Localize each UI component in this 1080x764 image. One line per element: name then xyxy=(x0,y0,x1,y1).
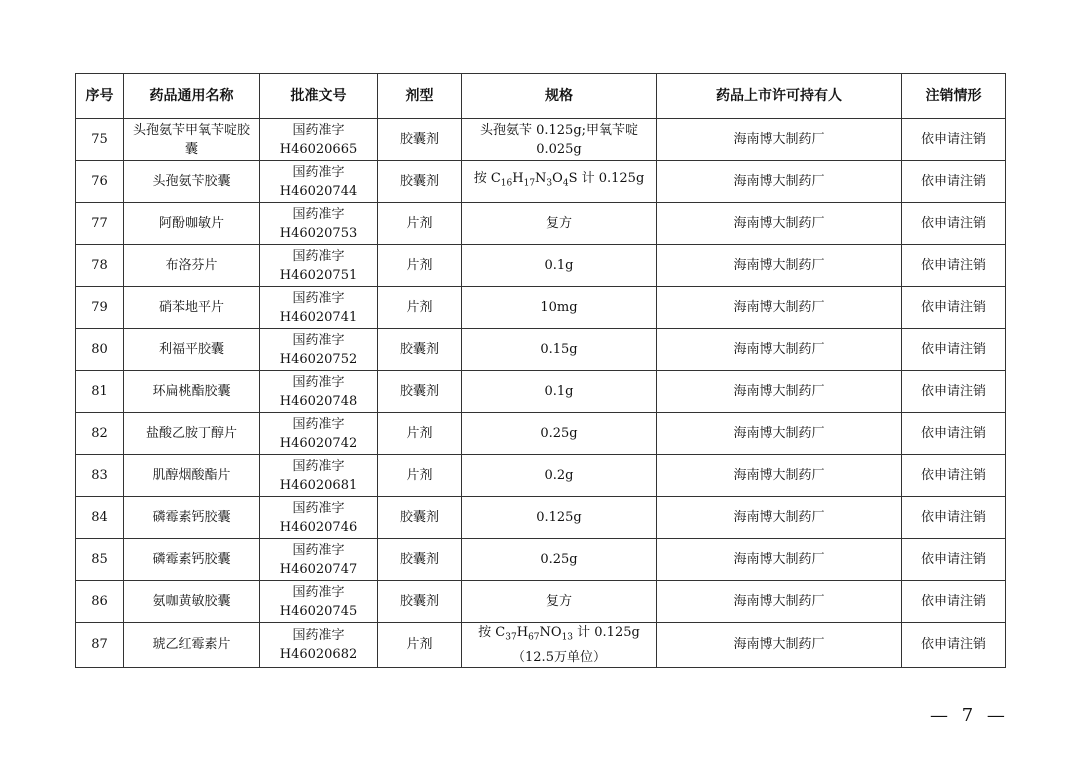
cell-form: 片剂 xyxy=(378,203,462,245)
approval-number: H46020744 xyxy=(279,183,358,199)
cell-approval xyxy=(260,455,378,497)
approval-number: H46020752 xyxy=(279,351,358,367)
cell-name: 肌醇烟酸酯片 xyxy=(124,455,260,497)
approval-number: H46020665 xyxy=(279,141,358,157)
cell-spec: 复方 xyxy=(462,581,657,623)
cell-spec: 按 $C_{37}H_{67}NO_{13}$ 计 0.125g（12.5万单位） xyxy=(462,623,657,668)
cell-holder: 海南博大制药厂 xyxy=(657,245,902,287)
approval-prefix: 国药准字 xyxy=(292,500,345,516)
cell-status: 依申请注销 xyxy=(902,119,1006,161)
table-row xyxy=(76,455,1006,497)
cell-status: 依申请注销 xyxy=(902,455,1006,497)
table-row xyxy=(76,623,1006,668)
table-row xyxy=(76,581,1006,623)
cell-name: 磷霉素钙胶囊 xyxy=(124,497,260,539)
cell-spec: 0.25g xyxy=(462,413,657,455)
table-row xyxy=(76,413,1006,455)
cell-status: 依申请注销 xyxy=(902,539,1006,581)
cell-name: 利福平胶囊 xyxy=(124,329,260,371)
page-number: — 7 — xyxy=(930,705,1009,726)
cell-approval xyxy=(260,245,378,287)
approval-number: H46020746 xyxy=(279,519,358,535)
approval-prefix: 国药准字 xyxy=(292,416,345,432)
approval-prefix: 国药准字 xyxy=(292,164,345,180)
cell-no: 80 xyxy=(76,329,124,371)
cell-no: 82 xyxy=(76,413,124,455)
cell-name: 磷霉素钙胶囊 xyxy=(124,539,260,581)
cell-holder: 海南博大制药厂 xyxy=(657,623,902,668)
cell-no: 87 xyxy=(76,623,124,668)
cell-no: 78 xyxy=(76,245,124,287)
cell-approval xyxy=(260,623,378,668)
approval-number: H46020741 xyxy=(279,309,358,325)
cell-approval xyxy=(260,287,378,329)
cell-spec: 按 $C_{16}H_{17}N_3O_4S$ 计 0.125g xyxy=(462,161,657,203)
cell-approval xyxy=(260,203,378,245)
cell-spec: 0.2g xyxy=(462,455,657,497)
cell-no: 84 xyxy=(76,497,124,539)
cell-approval xyxy=(260,581,378,623)
approval-prefix: 国药准字 xyxy=(292,332,345,348)
table-row xyxy=(76,245,1006,287)
cell-status: 依申请注销 xyxy=(902,581,1006,623)
approval-number: H46020753 xyxy=(279,225,358,241)
cell-status: 依申请注销 xyxy=(902,329,1006,371)
cell-form: 片剂 xyxy=(378,413,462,455)
cell-name: 氨咖黄敏胶囊 xyxy=(124,581,260,623)
approval-prefix: 国药准字 xyxy=(292,206,345,222)
table-row xyxy=(76,161,1006,203)
cell-status: 依申请注销 xyxy=(902,287,1006,329)
approval-number: H46020748 xyxy=(279,393,358,409)
cell-form: 片剂 xyxy=(378,245,462,287)
cell-spec: 0.25g xyxy=(462,539,657,581)
cell-holder: 海南博大制药厂 xyxy=(657,203,902,245)
header-approval: 批准文号 xyxy=(260,74,378,119)
cell-no: 85 xyxy=(76,539,124,581)
cell-name: 头孢氨苄胶囊 xyxy=(124,161,260,203)
approval-number: H46020745 xyxy=(279,603,358,619)
cell-status: 依申请注销 xyxy=(902,623,1006,668)
cell-approval xyxy=(260,119,378,161)
cell-holder: 海南博大制药厂 xyxy=(657,119,902,161)
cell-status: 依申请注销 xyxy=(902,497,1006,539)
header-status: 注销情形 xyxy=(902,74,1006,119)
cell-spec: 0.15g xyxy=(462,329,657,371)
cell-spec: 0.125g xyxy=(462,497,657,539)
drug-table xyxy=(75,73,1006,668)
cell-no: 75 xyxy=(76,119,124,161)
cell-name: 头孢氨苄甲氧苄啶胶囊 xyxy=(124,119,260,161)
cell-form: 胶囊剂 xyxy=(378,497,462,539)
approval-number: H46020751 xyxy=(279,267,358,283)
cell-no: 81 xyxy=(76,371,124,413)
approval-number: H46020681 xyxy=(279,477,358,493)
table-row xyxy=(76,329,1006,371)
table-row xyxy=(76,539,1006,581)
cell-holder: 海南博大制药厂 xyxy=(657,497,902,539)
approval-number: H46020682 xyxy=(279,646,358,662)
approval-number: H46020747 xyxy=(279,561,358,577)
cell-spec: 头孢氨苄 0.125g;甲氧苄啶 0.025g xyxy=(462,119,657,161)
cell-holder: 海南博大制药厂 xyxy=(657,161,902,203)
table-header-row xyxy=(76,74,1006,119)
approval-prefix: 国药准字 xyxy=(292,584,345,600)
table-row xyxy=(76,203,1006,245)
cell-form: 胶囊剂 xyxy=(378,539,462,581)
approval-prefix: 国药准字 xyxy=(292,627,345,643)
header-no: 序号 xyxy=(76,74,124,119)
cell-holder: 海南博大制药厂 xyxy=(657,413,902,455)
approval-prefix: 国药准字 xyxy=(292,542,345,558)
cell-holder: 海南博大制药厂 xyxy=(657,287,902,329)
cell-approval xyxy=(260,413,378,455)
cell-spec: 复方 xyxy=(462,203,657,245)
cell-name: 盐酸乙胺丁醇片 xyxy=(124,413,260,455)
table-row xyxy=(76,287,1006,329)
cell-approval xyxy=(260,329,378,371)
cell-holder: 海南博大制药厂 xyxy=(657,455,902,497)
cell-no: 79 xyxy=(76,287,124,329)
cell-form: 胶囊剂 xyxy=(378,371,462,413)
header-spec: 规格 xyxy=(462,74,657,119)
approval-prefix: 国药准字 xyxy=(292,374,345,390)
cell-status: 依申请注销 xyxy=(902,245,1006,287)
cell-name: 阿酚咖敏片 xyxy=(124,203,260,245)
cell-no: 86 xyxy=(76,581,124,623)
cell-holder: 海南博大制药厂 xyxy=(657,329,902,371)
cell-holder: 海南博大制药厂 xyxy=(657,371,902,413)
header-form: 剂型 xyxy=(378,74,462,119)
cell-form: 片剂 xyxy=(378,287,462,329)
cell-holder: 海南博大制药厂 xyxy=(657,581,902,623)
cell-approval xyxy=(260,371,378,413)
cell-approval xyxy=(260,161,378,203)
header-name: 药品通用名称 xyxy=(124,74,260,119)
cell-form: 胶囊剂 xyxy=(378,581,462,623)
cell-holder: 海南博大制药厂 xyxy=(657,539,902,581)
table-row xyxy=(76,371,1006,413)
cell-approval xyxy=(260,539,378,581)
header-holder: 药品上市许可持有人 xyxy=(657,74,902,119)
cell-name: 硝苯地平片 xyxy=(124,287,260,329)
cell-no: 77 xyxy=(76,203,124,245)
cell-no: 76 xyxy=(76,161,124,203)
cell-status: 依申请注销 xyxy=(902,161,1006,203)
cell-name: 琥乙红霉素片 xyxy=(124,623,260,668)
cell-name: 环扁桃酯胶囊 xyxy=(124,371,260,413)
cell-status: 依申请注销 xyxy=(902,203,1006,245)
cell-status: 依申请注销 xyxy=(902,371,1006,413)
cell-form: 片剂 xyxy=(378,455,462,497)
approval-prefix: 国药准字 xyxy=(292,458,345,474)
approval-prefix: 国药准字 xyxy=(292,122,345,138)
cell-spec: 0.1g xyxy=(462,245,657,287)
cell-form: 胶囊剂 xyxy=(378,119,462,161)
cell-form: 片剂 xyxy=(378,623,462,668)
cell-spec: 0.1g xyxy=(462,371,657,413)
table-row xyxy=(76,497,1006,539)
cell-name: 布洛芬片 xyxy=(124,245,260,287)
cell-no: 83 xyxy=(76,455,124,497)
approval-number: H46020742 xyxy=(279,435,358,451)
cell-form: 胶囊剂 xyxy=(378,329,462,371)
cell-form: 胶囊剂 xyxy=(378,161,462,203)
cell-approval xyxy=(260,497,378,539)
approval-prefix: 国药准字 xyxy=(292,248,345,264)
cell-status: 依申请注销 xyxy=(902,413,1006,455)
approval-prefix: 国药准字 xyxy=(292,290,345,306)
cell-spec: 10mg xyxy=(462,287,657,329)
table-row xyxy=(76,119,1006,161)
